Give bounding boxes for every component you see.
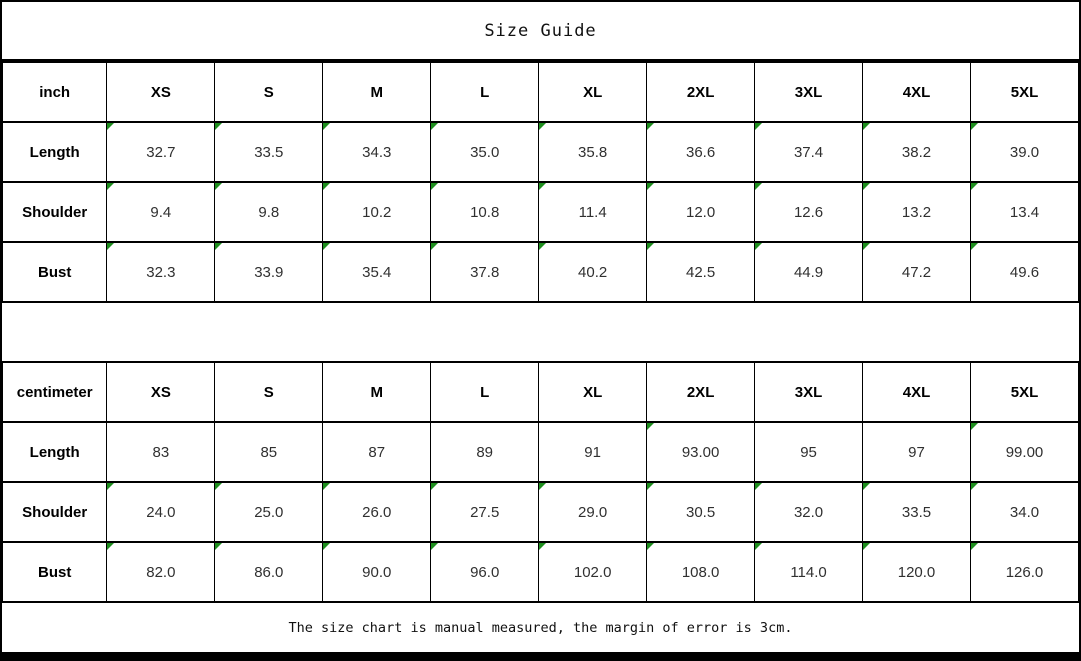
- column-header: L: [431, 62, 539, 122]
- header-row: [3, 62, 1079, 122]
- column-header: S: [215, 362, 323, 422]
- size-value-cell: [863, 242, 971, 302]
- size-value: 34.0: [1009, 503, 1040, 521]
- size-value: 24.0: [146, 503, 176, 521]
- size-value-cell: [755, 122, 863, 182]
- size-value-cell: [107, 422, 215, 482]
- size-value-cell: [539, 542, 647, 602]
- column-header: M: [323, 362, 431, 422]
- size-value-cell: [323, 482, 431, 542]
- size-value: 34.3: [362, 143, 392, 161]
- size-value-cell: [431, 122, 539, 182]
- size-value-cell: [323, 542, 431, 602]
- size-value: 33.9: [254, 263, 284, 281]
- size-value-cell: [647, 482, 755, 542]
- cell-flag-icon: [647, 543, 654, 550]
- cell-flag-icon: [539, 543, 546, 550]
- size-value: 36.6: [686, 143, 716, 161]
- size-value-cell: [431, 482, 539, 542]
- cell-flag-icon: [431, 123, 438, 130]
- size-value: 10.2: [362, 203, 392, 221]
- size-value: 40.2: [578, 263, 608, 281]
- size-value: 114.0: [790, 563, 827, 581]
- size-value: 86.0: [254, 563, 284, 581]
- row-label: Shoulder: [3, 182, 107, 242]
- column-header: 3XL: [755, 62, 863, 122]
- size-value-cell: [647, 182, 755, 242]
- size-value-cell: [431, 182, 539, 242]
- size-value: 93.00: [681, 443, 720, 461]
- size-value: 47.2: [901, 263, 932, 281]
- size-value: 87: [368, 443, 386, 461]
- size-value: 12.0: [686, 203, 716, 221]
- size-value-cell: [215, 422, 323, 482]
- row-label: Length: [3, 122, 107, 182]
- size-value: 11.4: [578, 203, 607, 221]
- title-row: [2, 2, 1079, 61]
- cell-flag-icon: [431, 183, 438, 190]
- size-value-cell: [215, 482, 323, 542]
- size-value-cell: [539, 422, 647, 482]
- cell-flag-icon: [647, 423, 654, 430]
- cell-flag-icon: [215, 543, 222, 550]
- size-value: 95: [800, 443, 817, 461]
- measurement-note: The size chart is manual measured, the margin of error is 3cm.: [288, 619, 793, 636]
- size-table-inch: [2, 61, 1079, 303]
- cell-flag-icon: [971, 543, 978, 550]
- table-row: [3, 422, 1079, 482]
- size-value-cell: [970, 422, 1078, 482]
- size-value-cell: [431, 422, 539, 482]
- size-value: 97: [908, 443, 925, 461]
- table-row: [3, 122, 1079, 182]
- size-value-cell: [863, 122, 971, 182]
- size-value: 27.5: [470, 503, 500, 521]
- size-value: 9.4: [150, 203, 172, 221]
- size-value: 10.8: [470, 203, 500, 221]
- size-value-cell: [215, 122, 323, 182]
- cell-flag-icon: [107, 243, 114, 250]
- cell-flag-icon: [539, 123, 546, 130]
- size-value: 102.0: [573, 563, 612, 581]
- size-value-cell: [755, 482, 863, 542]
- row-label: Bust: [3, 542, 107, 602]
- column-header: 5XL: [970, 62, 1078, 122]
- size-value-cell: [107, 242, 215, 302]
- size-value: 96.0: [470, 563, 500, 581]
- column-header: 4XL: [863, 362, 971, 422]
- cell-flag-icon: [431, 483, 438, 490]
- cell-flag-icon: [971, 183, 978, 190]
- cell-flag-icon: [215, 183, 222, 190]
- unit-label: centimeter: [3, 362, 107, 422]
- size-value: 37.4: [793, 143, 824, 161]
- cell-flag-icon: [323, 543, 330, 550]
- size-value-cell: [323, 242, 431, 302]
- size-value-cell: [431, 542, 539, 602]
- header-row: [3, 362, 1079, 422]
- size-value: 9.8: [258, 203, 280, 221]
- size-value-cell: [755, 182, 863, 242]
- page-title: Size Guide: [484, 20, 597, 41]
- cell-flag-icon: [755, 483, 762, 490]
- cell-flag-icon: [215, 243, 222, 250]
- cell-flag-icon: [323, 123, 330, 130]
- cell-flag-icon: [647, 243, 654, 250]
- table-row: [3, 482, 1079, 542]
- size-value: 25.0: [254, 503, 284, 521]
- cell-flag-icon: [107, 543, 114, 550]
- size-value-cell: [107, 482, 215, 542]
- column-header: 5XL: [970, 362, 1078, 422]
- table-row: [3, 242, 1079, 302]
- size-value: 83: [152, 443, 170, 461]
- size-value-cell: [107, 122, 215, 182]
- size-value-cell: [539, 482, 647, 542]
- column-header: M: [323, 62, 431, 122]
- table-row: [3, 542, 1079, 602]
- cell-flag-icon: [215, 483, 222, 490]
- cell-flag-icon: [971, 243, 978, 250]
- cell-flag-icon: [863, 543, 870, 550]
- column-header: 2XL: [647, 362, 755, 422]
- size-value: 33.5: [254, 143, 284, 161]
- size-value-cell: [647, 422, 755, 482]
- cell-flag-icon: [107, 483, 114, 490]
- size-value-cell: [970, 242, 1078, 302]
- row-label: Length: [3, 422, 107, 482]
- column-header: XS: [107, 362, 215, 422]
- cell-flag-icon: [323, 183, 330, 190]
- cell-flag-icon: [755, 183, 762, 190]
- size-value: 49.6: [1009, 263, 1040, 281]
- size-value-cell: [323, 422, 431, 482]
- size-value: 44.9: [793, 263, 824, 281]
- column-header: XL: [539, 62, 647, 122]
- size-value: 32.7: [146, 143, 176, 161]
- cell-flag-icon: [863, 483, 870, 490]
- size-value: 35.8: [578, 143, 608, 161]
- column-header: L: [431, 362, 539, 422]
- bottom-bar: [2, 652, 1079, 661]
- cell-flag-icon: [863, 243, 870, 250]
- size-value-cell: [107, 182, 215, 242]
- size-value: 32.0: [793, 503, 824, 521]
- cell-flag-icon: [323, 483, 330, 490]
- size-value: 82.0: [146, 563, 176, 581]
- size-value: 89: [476, 443, 494, 461]
- row-label: Bust: [3, 242, 107, 302]
- size-value: 39.0: [1009, 143, 1040, 161]
- table-row: [3, 182, 1079, 242]
- size-value-cell: [539, 182, 647, 242]
- size-value: 12.6: [793, 203, 824, 221]
- cell-flag-icon: [107, 123, 114, 130]
- size-value: 13.4: [1009, 203, 1040, 221]
- size-value-cell: [647, 542, 755, 602]
- size-value-cell: [107, 542, 215, 602]
- size-value: 35.4: [362, 263, 392, 281]
- cell-flag-icon: [647, 183, 654, 190]
- cell-flag-icon: [431, 243, 438, 250]
- cell-flag-icon: [971, 123, 978, 130]
- row-label: Shoulder: [3, 482, 107, 542]
- cell-flag-icon: [215, 123, 222, 130]
- cell-flag-icon: [863, 183, 870, 190]
- size-table-centimeter-host: [2, 361, 1079, 603]
- size-value: 99.00: [1005, 443, 1044, 461]
- size-value-cell: [755, 542, 863, 602]
- size-value-cell: [647, 242, 755, 302]
- size-value: 26.0: [362, 503, 392, 521]
- size-value-cell: [863, 542, 971, 602]
- size-value: 90.0: [362, 563, 392, 581]
- cell-flag-icon: [539, 183, 546, 190]
- size-value: 120.0: [897, 563, 936, 581]
- size-value: 33.5: [901, 503, 932, 521]
- size-value-cell: [863, 182, 971, 242]
- size-value-cell: [970, 542, 1078, 602]
- cell-flag-icon: [107, 183, 114, 190]
- size-table-inch-host: [2, 61, 1079, 303]
- cell-flag-icon: [755, 543, 762, 550]
- size-value: 91: [584, 443, 601, 461]
- size-value: 35.0: [470, 143, 500, 161]
- size-value-cell: [215, 242, 323, 302]
- size-value-cell: [323, 182, 431, 242]
- size-value: 42.5: [686, 263, 716, 281]
- cell-flag-icon: [863, 123, 870, 130]
- cell-flag-icon: [755, 243, 762, 250]
- column-header: 4XL: [863, 62, 971, 122]
- size-value: 32.3: [146, 263, 176, 281]
- size-value: 85: [260, 443, 278, 461]
- size-value-cell: [431, 242, 539, 302]
- size-value-cell: [323, 122, 431, 182]
- size-value: 37.8: [470, 263, 500, 281]
- column-header: 3XL: [755, 362, 863, 422]
- size-table-centimeter: [2, 361, 1079, 603]
- cell-flag-icon: [539, 243, 546, 250]
- size-value-cell: [970, 182, 1078, 242]
- cell-flag-icon: [647, 123, 654, 130]
- column-header: XL: [539, 362, 647, 422]
- size-value-cell: [863, 422, 971, 482]
- cell-flag-icon: [539, 483, 546, 490]
- size-value-cell: [755, 242, 863, 302]
- size-value: 13.2: [901, 203, 932, 221]
- spacer-row: [2, 303, 1079, 361]
- size-value: 30.5: [686, 503, 716, 521]
- cell-flag-icon: [647, 483, 654, 490]
- size-value-cell: [755, 422, 863, 482]
- size-value: 29.0: [578, 503, 608, 521]
- size-value-cell: [215, 182, 323, 242]
- size-value: 38.2: [901, 143, 932, 161]
- footer-row: [2, 603, 1079, 652]
- cell-flag-icon: [755, 123, 762, 130]
- size-value-cell: [863, 482, 971, 542]
- size-value-cell: [539, 122, 647, 182]
- column-header: XS: [107, 62, 215, 122]
- size-value-cell: [970, 482, 1078, 542]
- size-value-cell: [647, 122, 755, 182]
- column-header: 2XL: [647, 62, 755, 122]
- size-value: 126.0: [1005, 563, 1044, 581]
- size-value-cell: [215, 542, 323, 602]
- unit-label: inch: [3, 62, 107, 122]
- cell-flag-icon: [431, 543, 438, 550]
- size-value: 108.0: [681, 563, 720, 581]
- column-header: S: [215, 62, 323, 122]
- size-value-cell: [970, 122, 1078, 182]
- cell-flag-icon: [323, 243, 330, 250]
- cell-flag-icon: [971, 483, 978, 490]
- size-value-cell: [539, 242, 647, 302]
- cell-flag-icon: [971, 423, 978, 430]
